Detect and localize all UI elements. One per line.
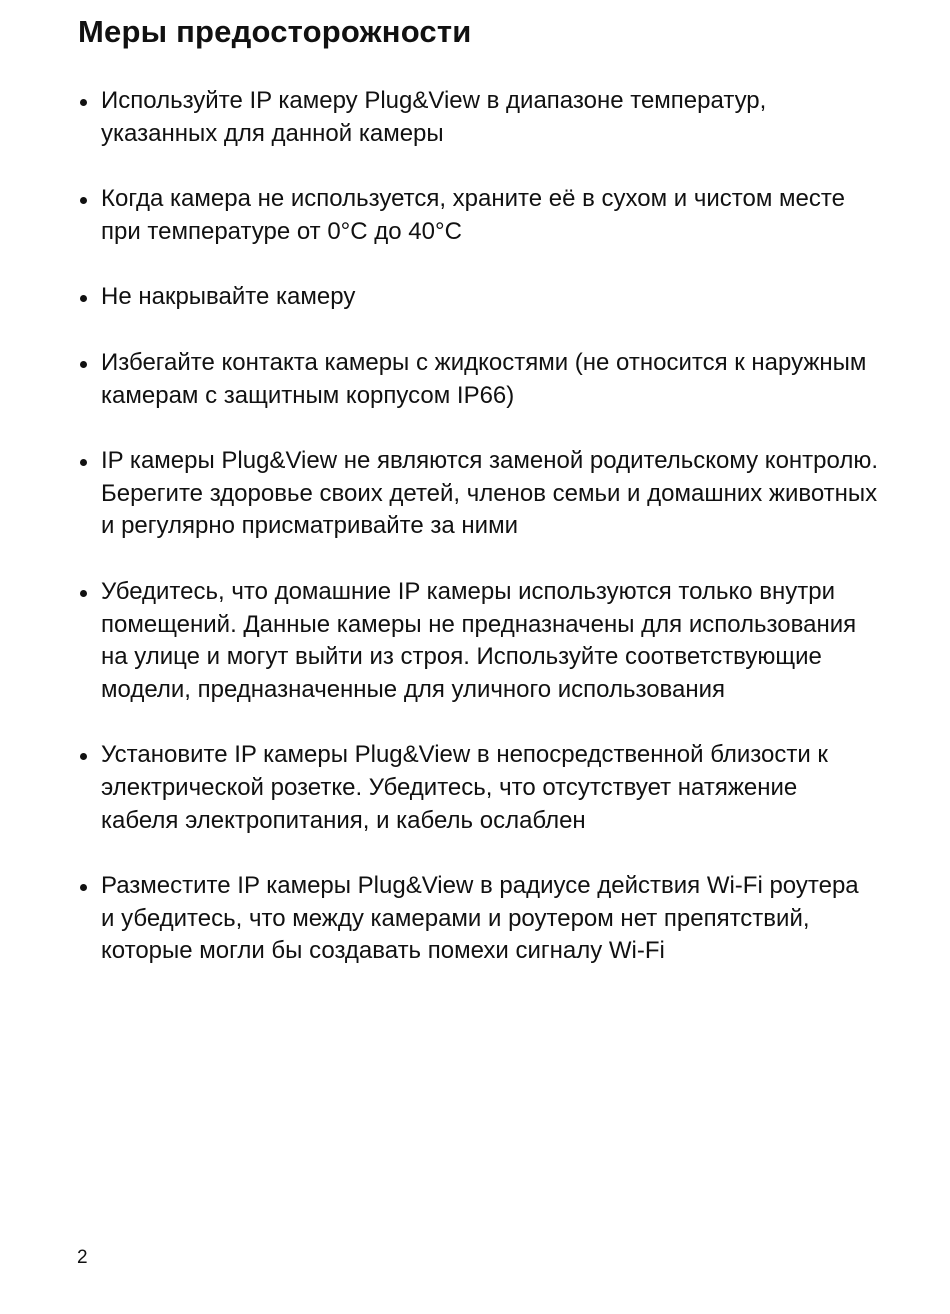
list-item [78,183,878,248]
bullet-icon [80,361,87,368]
bullet-icon [80,459,87,466]
list-item-text: Не накрывайте камеру [101,283,356,311]
precautions-list [78,85,878,1001]
list-item [78,739,878,837]
list-item-text: IP камеры Plug&View не являются заменой родительскому контролю. Берегите здоровье своих детей, членов семьи и домашних животных и регулярно присматривайте за ними [101,447,879,540]
list-item-text: Избегайте контакта камеры с жидкостями (не относится к наружным камерам с защитным корпусом IP66) [101,348,867,409]
page-title: Меры предосторожности [78,14,472,49]
list-item-text: Установите IP камеры Plug&View в непосредственной близости к электрической розетке. Убедитесь, что отсутствует натяжение кабеля электропитания, и кабель ослаблен [101,741,828,834]
list-item-text: Используйте IP камеру Plug&View в диапазоне температур, указанных для данной камеры [101,87,767,147]
bullet-icon [80,197,87,204]
list-item-text: Когда камера не используется, храните её в сухом и чистом месте при температуре от 0°C до 40°C [101,185,845,245]
list-item-text: Разместите IP камеры Plug&View в радиусе действия Wi-Fi роутера и убедитесь, что между камерами и роутером нет препятствий, которые могли бы создавать помехи сигналу Wi-Fi [101,872,859,965]
bullet-icon [80,753,87,760]
list-item [78,870,878,968]
page-number: 2 [77,1247,88,1268]
bullet-icon [80,99,87,106]
list-item [78,85,878,150]
list-item [78,347,878,412]
list-item [78,445,878,543]
bullet-icon [80,590,87,597]
list-item [78,576,878,706]
list-item [78,281,878,314]
list-item-text: Убедитесь, что домашние IP камеры используются только внутри помещений. Данные камеры не предназначены для использования на улице и могут выйти из строя. Используйте соответствующие модели, предназначенные для уличного использования [101,577,857,703]
bullet-icon [80,884,87,891]
bullet-icon [80,295,87,302]
